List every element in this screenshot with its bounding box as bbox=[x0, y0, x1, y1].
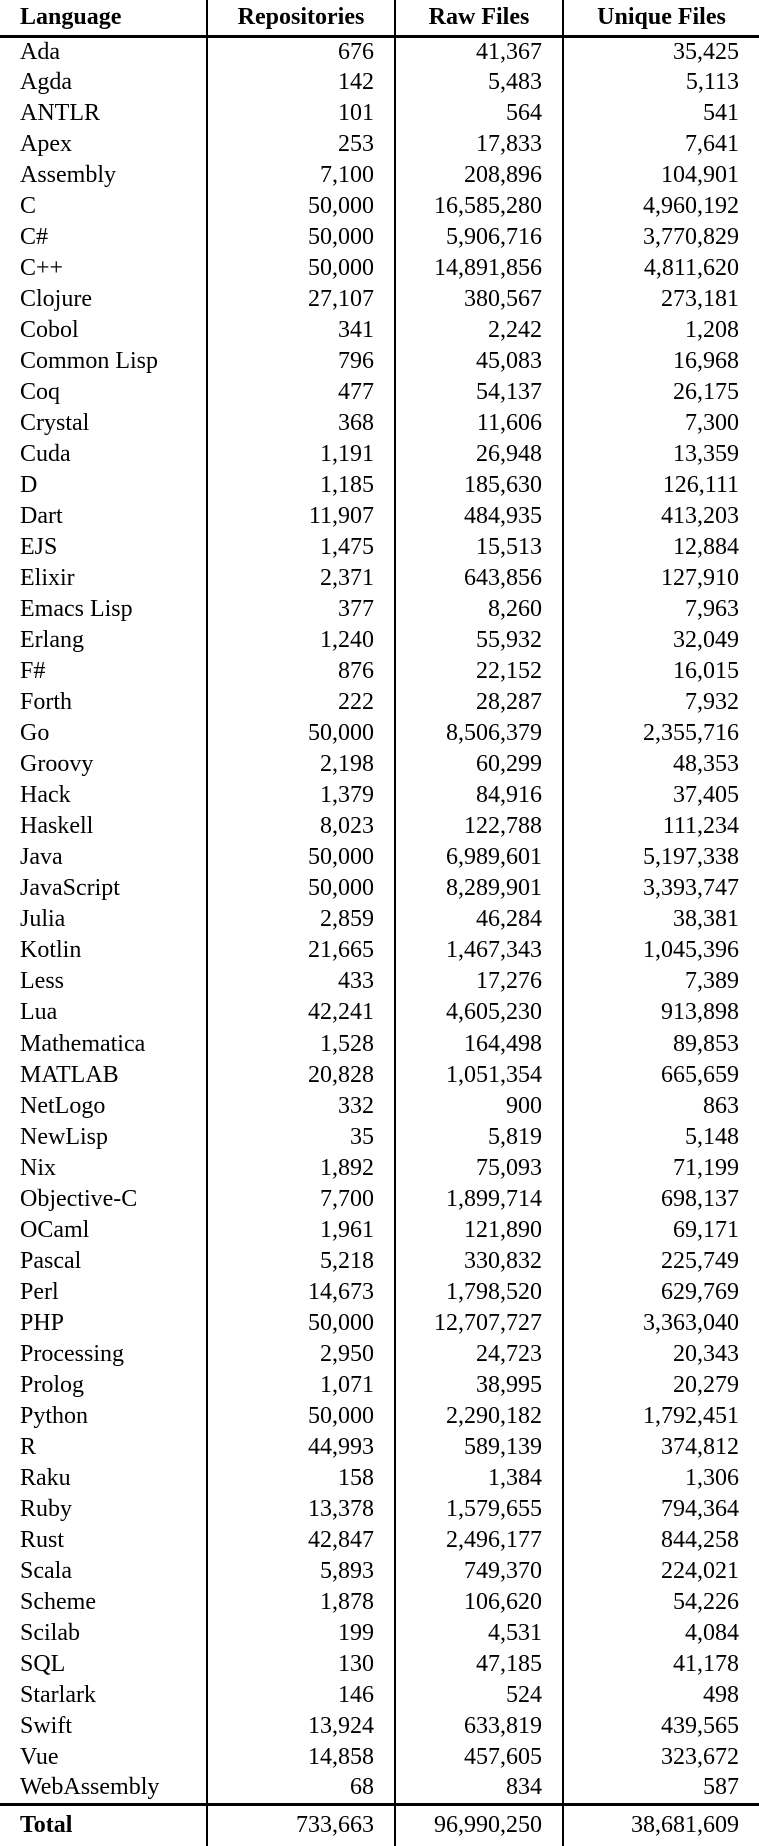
table-row bbox=[0, 997, 759, 1028]
table-row bbox=[0, 1494, 759, 1525]
table-row bbox=[0, 1277, 759, 1308]
raw-files-cell: 11,606 bbox=[395, 408, 563, 439]
table-row bbox=[0, 873, 759, 904]
repositories-cell: 130 bbox=[207, 1649, 395, 1680]
language-cell: SQL bbox=[20, 1650, 66, 1677]
table-row bbox=[0, 1649, 759, 1680]
unique-files-cell: 12,884 bbox=[563, 532, 759, 563]
repositories-cell: 7,100 bbox=[207, 160, 395, 191]
table-row bbox=[0, 935, 759, 966]
language-cell: Vue bbox=[20, 1743, 59, 1770]
repositories-cell: 1,379 bbox=[207, 780, 395, 811]
raw-files-cell: 14,891,856 bbox=[395, 253, 563, 284]
repositories-cell: 477 bbox=[207, 377, 395, 408]
unique-files-cell: 863 bbox=[563, 1091, 759, 1122]
repositories-cell: 50,000 bbox=[207, 718, 395, 749]
language-cell: PHP bbox=[20, 1309, 65, 1336]
unique-files-cell: 20,279 bbox=[563, 1370, 759, 1401]
language-cell: Hack bbox=[20, 782, 71, 809]
repositories-cell: 8,023 bbox=[207, 811, 395, 842]
raw-files-cell: 1,384 bbox=[395, 1463, 563, 1494]
unique-files-cell: 26,175 bbox=[563, 377, 759, 408]
unique-files-cell: 13,359 bbox=[563, 439, 759, 470]
unique-files-cell: 7,389 bbox=[563, 966, 759, 997]
table-row bbox=[0, 625, 759, 656]
language-cell: EJS bbox=[20, 534, 58, 561]
unique-files-cell: 5,197,338 bbox=[563, 842, 759, 873]
table-row bbox=[0, 1401, 759, 1432]
language-cell: Cuda bbox=[20, 441, 71, 468]
total-label: Total bbox=[0, 1804, 207, 1846]
repositories-cell: 101 bbox=[207, 98, 395, 129]
table-row bbox=[0, 439, 759, 470]
language-cell: Emacs Lisp bbox=[20, 596, 133, 623]
repositories-cell: 1,878 bbox=[207, 1587, 395, 1618]
table-row bbox=[0, 532, 759, 563]
unique-files-cell: 3,363,040 bbox=[563, 1308, 759, 1339]
unique-files-cell: 3,770,829 bbox=[563, 222, 759, 253]
language-cell: Apex bbox=[20, 131, 72, 158]
repositories-cell: 796 bbox=[207, 346, 395, 377]
repositories-cell: 1,191 bbox=[207, 439, 395, 470]
unique-files-cell: 1,045,396 bbox=[563, 935, 759, 966]
repositories-cell: 11,907 bbox=[207, 501, 395, 532]
repositories-cell: 13,924 bbox=[207, 1711, 395, 1742]
table-row bbox=[0, 67, 759, 98]
table-row bbox=[0, 1432, 759, 1463]
raw-files-cell: 589,139 bbox=[395, 1432, 563, 1463]
table-row bbox=[0, 1153, 759, 1184]
raw-files-cell: 17,276 bbox=[395, 966, 563, 997]
raw-files-cell: 2,290,182 bbox=[395, 1401, 563, 1432]
language-cell: Prolog bbox=[20, 1371, 85, 1398]
repositories-cell: 50,000 bbox=[207, 842, 395, 873]
table-body bbox=[0, 36, 759, 1804]
repositories-cell: 1,961 bbox=[207, 1215, 395, 1246]
table-row bbox=[0, 1308, 759, 1339]
unique-files-cell: 41,178 bbox=[563, 1649, 759, 1680]
language-cell: Scheme bbox=[20, 1588, 96, 1615]
unique-files-cell: 5,148 bbox=[563, 1122, 759, 1153]
table-row bbox=[0, 284, 759, 315]
raw-files-cell: 457,605 bbox=[395, 1742, 563, 1773]
raw-files-cell: 2,242 bbox=[395, 315, 563, 346]
language-cell: Haskell bbox=[20, 813, 94, 840]
repositories-cell: 21,665 bbox=[207, 935, 395, 966]
table-row bbox=[0, 1215, 759, 1246]
raw-files-cell: 834 bbox=[395, 1773, 563, 1804]
repositories-cell: 142 bbox=[207, 67, 395, 98]
raw-files-cell: 24,723 bbox=[395, 1339, 563, 1370]
table-footer bbox=[0, 1804, 759, 1846]
repositories-cell: 68 bbox=[207, 1773, 395, 1804]
repositories-cell: 146 bbox=[207, 1680, 395, 1711]
table-row bbox=[0, 160, 759, 191]
total-unique-files: 38,681,609 bbox=[563, 1804, 759, 1846]
repositories-cell: 2,198 bbox=[207, 749, 395, 780]
raw-files-cell: 1,467,343 bbox=[395, 935, 563, 966]
repositories-cell: 676 bbox=[207, 36, 395, 67]
table-row bbox=[0, 563, 759, 594]
table-row bbox=[0, 1339, 759, 1370]
unique-files-cell: 225,749 bbox=[563, 1246, 759, 1277]
unique-files-cell: 20,343 bbox=[563, 1339, 759, 1370]
table-row bbox=[0, 36, 759, 67]
raw-files-cell: 564 bbox=[395, 98, 563, 129]
raw-files-cell: 1,579,655 bbox=[395, 1494, 563, 1525]
language-cell: Groovy bbox=[20, 751, 94, 778]
language-cell: Rust bbox=[20, 1526, 65, 1553]
column-header-raw-files: Raw Files bbox=[395, 0, 563, 36]
unique-files-cell: 16,968 bbox=[563, 346, 759, 377]
unique-files-cell: 541 bbox=[563, 98, 759, 129]
raw-files-cell: 16,585,280 bbox=[395, 191, 563, 222]
unique-files-cell: 1,306 bbox=[563, 1463, 759, 1494]
unique-files-cell: 794,364 bbox=[563, 1494, 759, 1525]
unique-files-cell: 629,769 bbox=[563, 1277, 759, 1308]
column-header-language: Language bbox=[0, 0, 207, 36]
repositories-cell: 199 bbox=[207, 1618, 395, 1649]
total-row bbox=[0, 1804, 759, 1846]
raw-files-cell: 122,788 bbox=[395, 811, 563, 842]
language-cell: C# bbox=[20, 224, 49, 251]
raw-files-cell: 22,152 bbox=[395, 656, 563, 687]
table-row bbox=[0, 966, 759, 997]
language-cell: NewLisp bbox=[20, 1123, 108, 1150]
unique-files-cell: 32,049 bbox=[563, 625, 759, 656]
raw-files-cell: 380,567 bbox=[395, 284, 563, 315]
repositories-cell: 7,700 bbox=[207, 1184, 395, 1215]
raw-files-cell: 900 bbox=[395, 1091, 563, 1122]
language-cell: C bbox=[20, 193, 37, 220]
repositories-cell: 50,000 bbox=[207, 191, 395, 222]
unique-files-cell: 4,084 bbox=[563, 1618, 759, 1649]
raw-files-cell: 84,916 bbox=[395, 780, 563, 811]
unique-files-cell: 69,171 bbox=[563, 1215, 759, 1246]
unique-files-cell: 7,932 bbox=[563, 687, 759, 718]
repositories-cell: 1,528 bbox=[207, 1029, 395, 1060]
repositories-cell: 13,378 bbox=[207, 1494, 395, 1525]
unique-files-cell: 89,853 bbox=[563, 1029, 759, 1060]
raw-files-cell: 38,995 bbox=[395, 1370, 563, 1401]
language-cell: Perl bbox=[20, 1278, 59, 1305]
column-header-repositories: Repositories bbox=[207, 0, 395, 36]
raw-files-cell: 1,051,354 bbox=[395, 1060, 563, 1091]
unique-files-cell: 7,300 bbox=[563, 408, 759, 439]
column-header-unique-files: Unique Files bbox=[563, 0, 759, 36]
language-cell: F# bbox=[20, 658, 46, 685]
raw-files-cell: 5,819 bbox=[395, 1122, 563, 1153]
raw-files-cell: 54,137 bbox=[395, 377, 563, 408]
repositories-cell: 20,828 bbox=[207, 1060, 395, 1091]
language-cell: Java bbox=[20, 844, 63, 871]
raw-files-cell: 26,948 bbox=[395, 439, 563, 470]
unique-files-cell: 913,898 bbox=[563, 997, 759, 1028]
language-cell: Raku bbox=[20, 1464, 71, 1491]
raw-files-cell: 330,832 bbox=[395, 1246, 563, 1277]
table-row bbox=[0, 1587, 759, 1618]
raw-files-cell: 8,506,379 bbox=[395, 718, 563, 749]
raw-files-cell: 47,185 bbox=[395, 1649, 563, 1680]
repositories-cell: 14,673 bbox=[207, 1277, 395, 1308]
language-cell: WebAssembly bbox=[20, 1774, 160, 1801]
language-cell: Agda bbox=[20, 69, 72, 96]
language-cell: Scilab bbox=[20, 1619, 80, 1646]
language-cell: Ada bbox=[20, 38, 60, 65]
unique-files-cell: 273,181 bbox=[563, 284, 759, 315]
unique-files-cell: 16,015 bbox=[563, 656, 759, 687]
raw-files-cell: 5,906,716 bbox=[395, 222, 563, 253]
language-cell: Less bbox=[20, 968, 64, 995]
table-row bbox=[0, 408, 759, 439]
raw-files-cell: 208,896 bbox=[395, 160, 563, 191]
repositories-cell: 50,000 bbox=[207, 253, 395, 284]
unique-files-cell: 374,812 bbox=[563, 1432, 759, 1463]
repositories-cell: 50,000 bbox=[207, 1401, 395, 1432]
raw-files-cell: 643,856 bbox=[395, 563, 563, 594]
unique-files-cell: 111,234 bbox=[563, 811, 759, 842]
language-cell: Coq bbox=[20, 379, 61, 406]
table-row bbox=[0, 470, 759, 501]
unique-files-cell: 4,811,620 bbox=[563, 253, 759, 284]
repositories-cell: 2,950 bbox=[207, 1339, 395, 1370]
repositories-cell: 158 bbox=[207, 1463, 395, 1494]
language-cell: Processing bbox=[20, 1340, 124, 1367]
repositories-cell: 368 bbox=[207, 408, 395, 439]
unique-files-cell: 224,021 bbox=[563, 1556, 759, 1587]
repositories-cell: 377 bbox=[207, 594, 395, 625]
repositories-cell: 50,000 bbox=[207, 873, 395, 904]
table-row bbox=[0, 1246, 759, 1277]
language-cell: C++ bbox=[20, 255, 64, 282]
table-row bbox=[0, 377, 759, 408]
language-cell: Starlark bbox=[20, 1681, 96, 1708]
raw-files-cell: 17,833 bbox=[395, 129, 563, 160]
language-cell: MATLAB bbox=[20, 1061, 119, 1088]
raw-files-cell: 60,299 bbox=[395, 749, 563, 780]
unique-files-cell: 71,199 bbox=[563, 1153, 759, 1184]
language-cell: Cobol bbox=[20, 317, 79, 344]
raw-files-cell: 41,367 bbox=[395, 36, 563, 67]
raw-files-cell: 164,498 bbox=[395, 1029, 563, 1060]
raw-files-cell: 75,093 bbox=[395, 1153, 563, 1184]
table-row bbox=[0, 687, 759, 718]
repositories-cell: 35 bbox=[207, 1122, 395, 1153]
table-row bbox=[0, 594, 759, 625]
repositories-cell: 50,000 bbox=[207, 1308, 395, 1339]
unique-files-cell: 5,113 bbox=[563, 67, 759, 98]
language-cell: Python bbox=[20, 1402, 89, 1429]
raw-files-cell: 55,932 bbox=[395, 625, 563, 656]
repositories-cell: 14,858 bbox=[207, 1742, 395, 1773]
table-row bbox=[0, 191, 759, 222]
table-row bbox=[0, 656, 759, 687]
raw-files-cell: 633,819 bbox=[395, 1711, 563, 1742]
unique-files-cell: 1,208 bbox=[563, 315, 759, 346]
total-repositories: 733,663 bbox=[207, 1804, 395, 1846]
unique-files-cell: 323,672 bbox=[563, 1742, 759, 1773]
raw-files-cell: 185,630 bbox=[395, 470, 563, 501]
language-cell: Swift bbox=[20, 1712, 73, 1739]
repositories-cell: 1,185 bbox=[207, 470, 395, 501]
language-cell: JavaScript bbox=[20, 875, 120, 902]
unique-files-cell: 844,258 bbox=[563, 1525, 759, 1556]
table-row bbox=[0, 1711, 759, 1742]
unique-files-cell: 54,226 bbox=[563, 1587, 759, 1618]
unique-files-cell: 1,792,451 bbox=[563, 1401, 759, 1432]
table-row bbox=[0, 346, 759, 377]
table-row bbox=[0, 1122, 759, 1153]
unique-files-cell: 3,393,747 bbox=[563, 873, 759, 904]
unique-files-cell: 698,137 bbox=[563, 1184, 759, 1215]
table-row bbox=[0, 253, 759, 284]
language-cell: Julia bbox=[20, 906, 66, 933]
language-cell: Pascal bbox=[20, 1247, 82, 1274]
raw-files-cell: 28,287 bbox=[395, 687, 563, 718]
language-cell: Lua bbox=[20, 999, 58, 1026]
table-row bbox=[0, 315, 759, 346]
repositories-cell: 1,071 bbox=[207, 1370, 395, 1401]
repositories-cell: 50,000 bbox=[207, 222, 395, 253]
raw-files-cell: 5,483 bbox=[395, 67, 563, 98]
raw-files-cell: 1,899,714 bbox=[395, 1184, 563, 1215]
table-row bbox=[0, 718, 759, 749]
raw-files-cell: 1,798,520 bbox=[395, 1277, 563, 1308]
repositories-cell: 42,847 bbox=[207, 1525, 395, 1556]
unique-files-cell: 38,381 bbox=[563, 904, 759, 935]
raw-files-cell: 524 bbox=[395, 1680, 563, 1711]
language-cell: Objective-C bbox=[20, 1185, 138, 1212]
language-cell: Kotlin bbox=[20, 937, 82, 964]
language-cell: Mathematica bbox=[20, 1030, 146, 1057]
language-cell: Elixir bbox=[20, 565, 75, 592]
repositories-cell: 253 bbox=[207, 129, 395, 160]
unique-files-cell: 126,111 bbox=[563, 470, 759, 501]
raw-files-cell: 45,083 bbox=[395, 346, 563, 377]
table-row bbox=[0, 98, 759, 129]
table-row bbox=[0, 1029, 759, 1060]
language-cell: Erlang bbox=[20, 627, 84, 654]
table-row bbox=[0, 1060, 759, 1091]
language-cell: Clojure bbox=[20, 286, 92, 313]
repositories-cell: 5,218 bbox=[207, 1246, 395, 1277]
raw-files-cell: 8,260 bbox=[395, 594, 563, 625]
table-row bbox=[0, 1680, 759, 1711]
language-cell: Common Lisp bbox=[20, 348, 159, 375]
raw-files-cell: 4,605,230 bbox=[395, 997, 563, 1028]
repositories-cell: 1,475 bbox=[207, 532, 395, 563]
header-row bbox=[0, 0, 759, 36]
repositories-cell: 42,241 bbox=[207, 997, 395, 1028]
table-row bbox=[0, 842, 759, 873]
language-cell: NetLogo bbox=[20, 1092, 106, 1119]
language-cell: R bbox=[20, 1433, 37, 1460]
repositories-cell: 1,892 bbox=[207, 1153, 395, 1184]
language-cell: Dart bbox=[20, 503, 63, 530]
table-row bbox=[0, 1618, 759, 1649]
raw-files-cell: 46,284 bbox=[395, 904, 563, 935]
raw-files-cell: 749,370 bbox=[395, 1556, 563, 1587]
raw-files-cell: 2,496,177 bbox=[395, 1525, 563, 1556]
unique-files-cell: 587 bbox=[563, 1773, 759, 1804]
repositories-cell: 2,371 bbox=[207, 563, 395, 594]
raw-files-cell: 4,531 bbox=[395, 1618, 563, 1649]
repositories-cell: 332 bbox=[207, 1091, 395, 1122]
repositories-cell: 433 bbox=[207, 966, 395, 997]
table-row bbox=[0, 1370, 759, 1401]
language-cell: Scala bbox=[20, 1557, 72, 1584]
language-cell: Ruby bbox=[20, 1495, 73, 1522]
raw-files-cell: 15,513 bbox=[395, 532, 563, 563]
repositories-cell: 876 bbox=[207, 656, 395, 687]
table-header bbox=[0, 0, 759, 36]
unique-files-cell: 37,405 bbox=[563, 780, 759, 811]
table-row bbox=[0, 1556, 759, 1587]
table-row bbox=[0, 1463, 759, 1494]
language-cell: Nix bbox=[20, 1154, 56, 1181]
language-cell: D bbox=[20, 472, 38, 499]
table-row bbox=[0, 780, 759, 811]
repositories-cell: 341 bbox=[207, 315, 395, 346]
unique-files-cell: 665,659 bbox=[563, 1060, 759, 1091]
unique-files-cell: 2,355,716 bbox=[563, 718, 759, 749]
table-row bbox=[0, 1742, 759, 1773]
unique-files-cell: 7,641 bbox=[563, 129, 759, 160]
repositories-cell: 27,107 bbox=[207, 284, 395, 315]
table-row bbox=[0, 749, 759, 780]
table-row bbox=[0, 1773, 759, 1804]
language-cell: ANTLR bbox=[20, 100, 100, 127]
table-row bbox=[0, 811, 759, 842]
unique-files-cell: 104,901 bbox=[563, 160, 759, 191]
repositories-cell: 222 bbox=[207, 687, 395, 718]
language-cell: Assembly bbox=[20, 162, 116, 189]
repositories-cell: 2,859 bbox=[207, 904, 395, 935]
unique-files-cell: 35,425 bbox=[563, 36, 759, 67]
table-row bbox=[0, 1184, 759, 1215]
raw-files-cell: 12,707,727 bbox=[395, 1308, 563, 1339]
raw-files-cell: 106,620 bbox=[395, 1587, 563, 1618]
table-row bbox=[0, 1091, 759, 1122]
table-row bbox=[0, 501, 759, 532]
repositories-cell: 1,240 bbox=[207, 625, 395, 656]
repositories-cell: 44,993 bbox=[207, 1432, 395, 1463]
raw-files-cell: 121,890 bbox=[395, 1215, 563, 1246]
language-cell: OCaml bbox=[20, 1216, 90, 1243]
raw-files-cell: 484,935 bbox=[395, 501, 563, 532]
unique-files-cell: 127,910 bbox=[563, 563, 759, 594]
unique-files-cell: 7,963 bbox=[563, 594, 759, 625]
repositories-cell: 5,893 bbox=[207, 1556, 395, 1587]
total-raw-files: 96,990,250 bbox=[395, 1804, 563, 1846]
language-cell: Crystal bbox=[20, 410, 90, 437]
table-row bbox=[0, 1525, 759, 1556]
unique-files-cell: 498 bbox=[563, 1680, 759, 1711]
raw-files-cell: 6,989,601 bbox=[395, 842, 563, 873]
language-cell: Forth bbox=[20, 689, 73, 716]
language-cell: Go bbox=[20, 720, 50, 747]
unique-files-cell: 413,203 bbox=[563, 501, 759, 532]
unique-files-cell: 48,353 bbox=[563, 749, 759, 780]
raw-files-cell: 8,289,901 bbox=[395, 873, 563, 904]
table-row bbox=[0, 904, 759, 935]
table-row bbox=[0, 129, 759, 160]
table-row bbox=[0, 222, 759, 253]
unique-files-cell: 4,960,192 bbox=[563, 191, 759, 222]
unique-files-cell: 439,565 bbox=[563, 1711, 759, 1742]
